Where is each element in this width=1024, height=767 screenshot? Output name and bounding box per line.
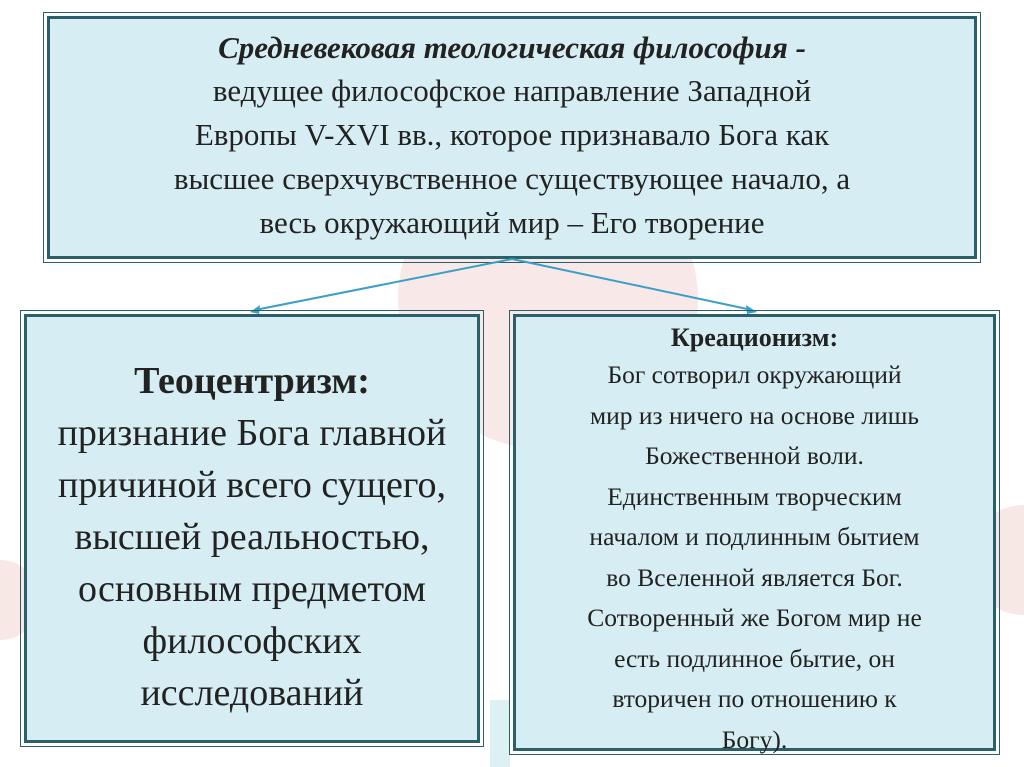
theocentrism-line: причиной всего сущего, xyxy=(58,464,446,506)
creationism-box xyxy=(513,314,996,754)
definition-line: высшее сверхчувственное существующее начало, а xyxy=(173,161,851,196)
definition-title: Средневековая теологическая философия - xyxy=(218,30,806,65)
theocentrism-heading: Теоцентризм: xyxy=(134,360,370,402)
creationism-line: мир из ничего на основе лишь xyxy=(589,400,920,430)
creationism-line: Бог сотворил окружающий xyxy=(607,360,902,389)
theocentrism-line: признание Бога главной xyxy=(57,412,447,454)
theocentrism-line: исследований xyxy=(140,672,364,714)
creationism-line: во Вселенной является Бог. xyxy=(606,562,903,592)
creationism-line: Богу). xyxy=(721,724,788,754)
creationism-line: началом и подлинным бытием xyxy=(589,522,920,551)
creationism-line: Божественной воли. xyxy=(645,441,864,470)
creationism-line: Сотворенный же Богом мир не xyxy=(587,603,922,632)
creationism-line: есть подлинное бытие, он xyxy=(614,643,895,673)
theocentrism-line: философских xyxy=(142,620,362,662)
definition-line: Европы V-XVI вв., которое признавало Бога как xyxy=(194,117,830,152)
theocentrism-line: основным предметом xyxy=(78,568,426,610)
creationism-line: Единственным творческим xyxy=(607,481,902,511)
definition-box xyxy=(47,16,977,259)
creationism-heading: Креационизм: xyxy=(670,323,839,352)
definition-line: ведущее философское направление Западной xyxy=(212,73,812,108)
definition-line: весь окружающий мир – Его творение xyxy=(259,205,765,240)
theocentrism-box xyxy=(24,314,480,743)
creationism-line: вторичен по отношению к xyxy=(612,684,897,713)
theocentrism-line: высшей реальностью, xyxy=(74,516,430,558)
